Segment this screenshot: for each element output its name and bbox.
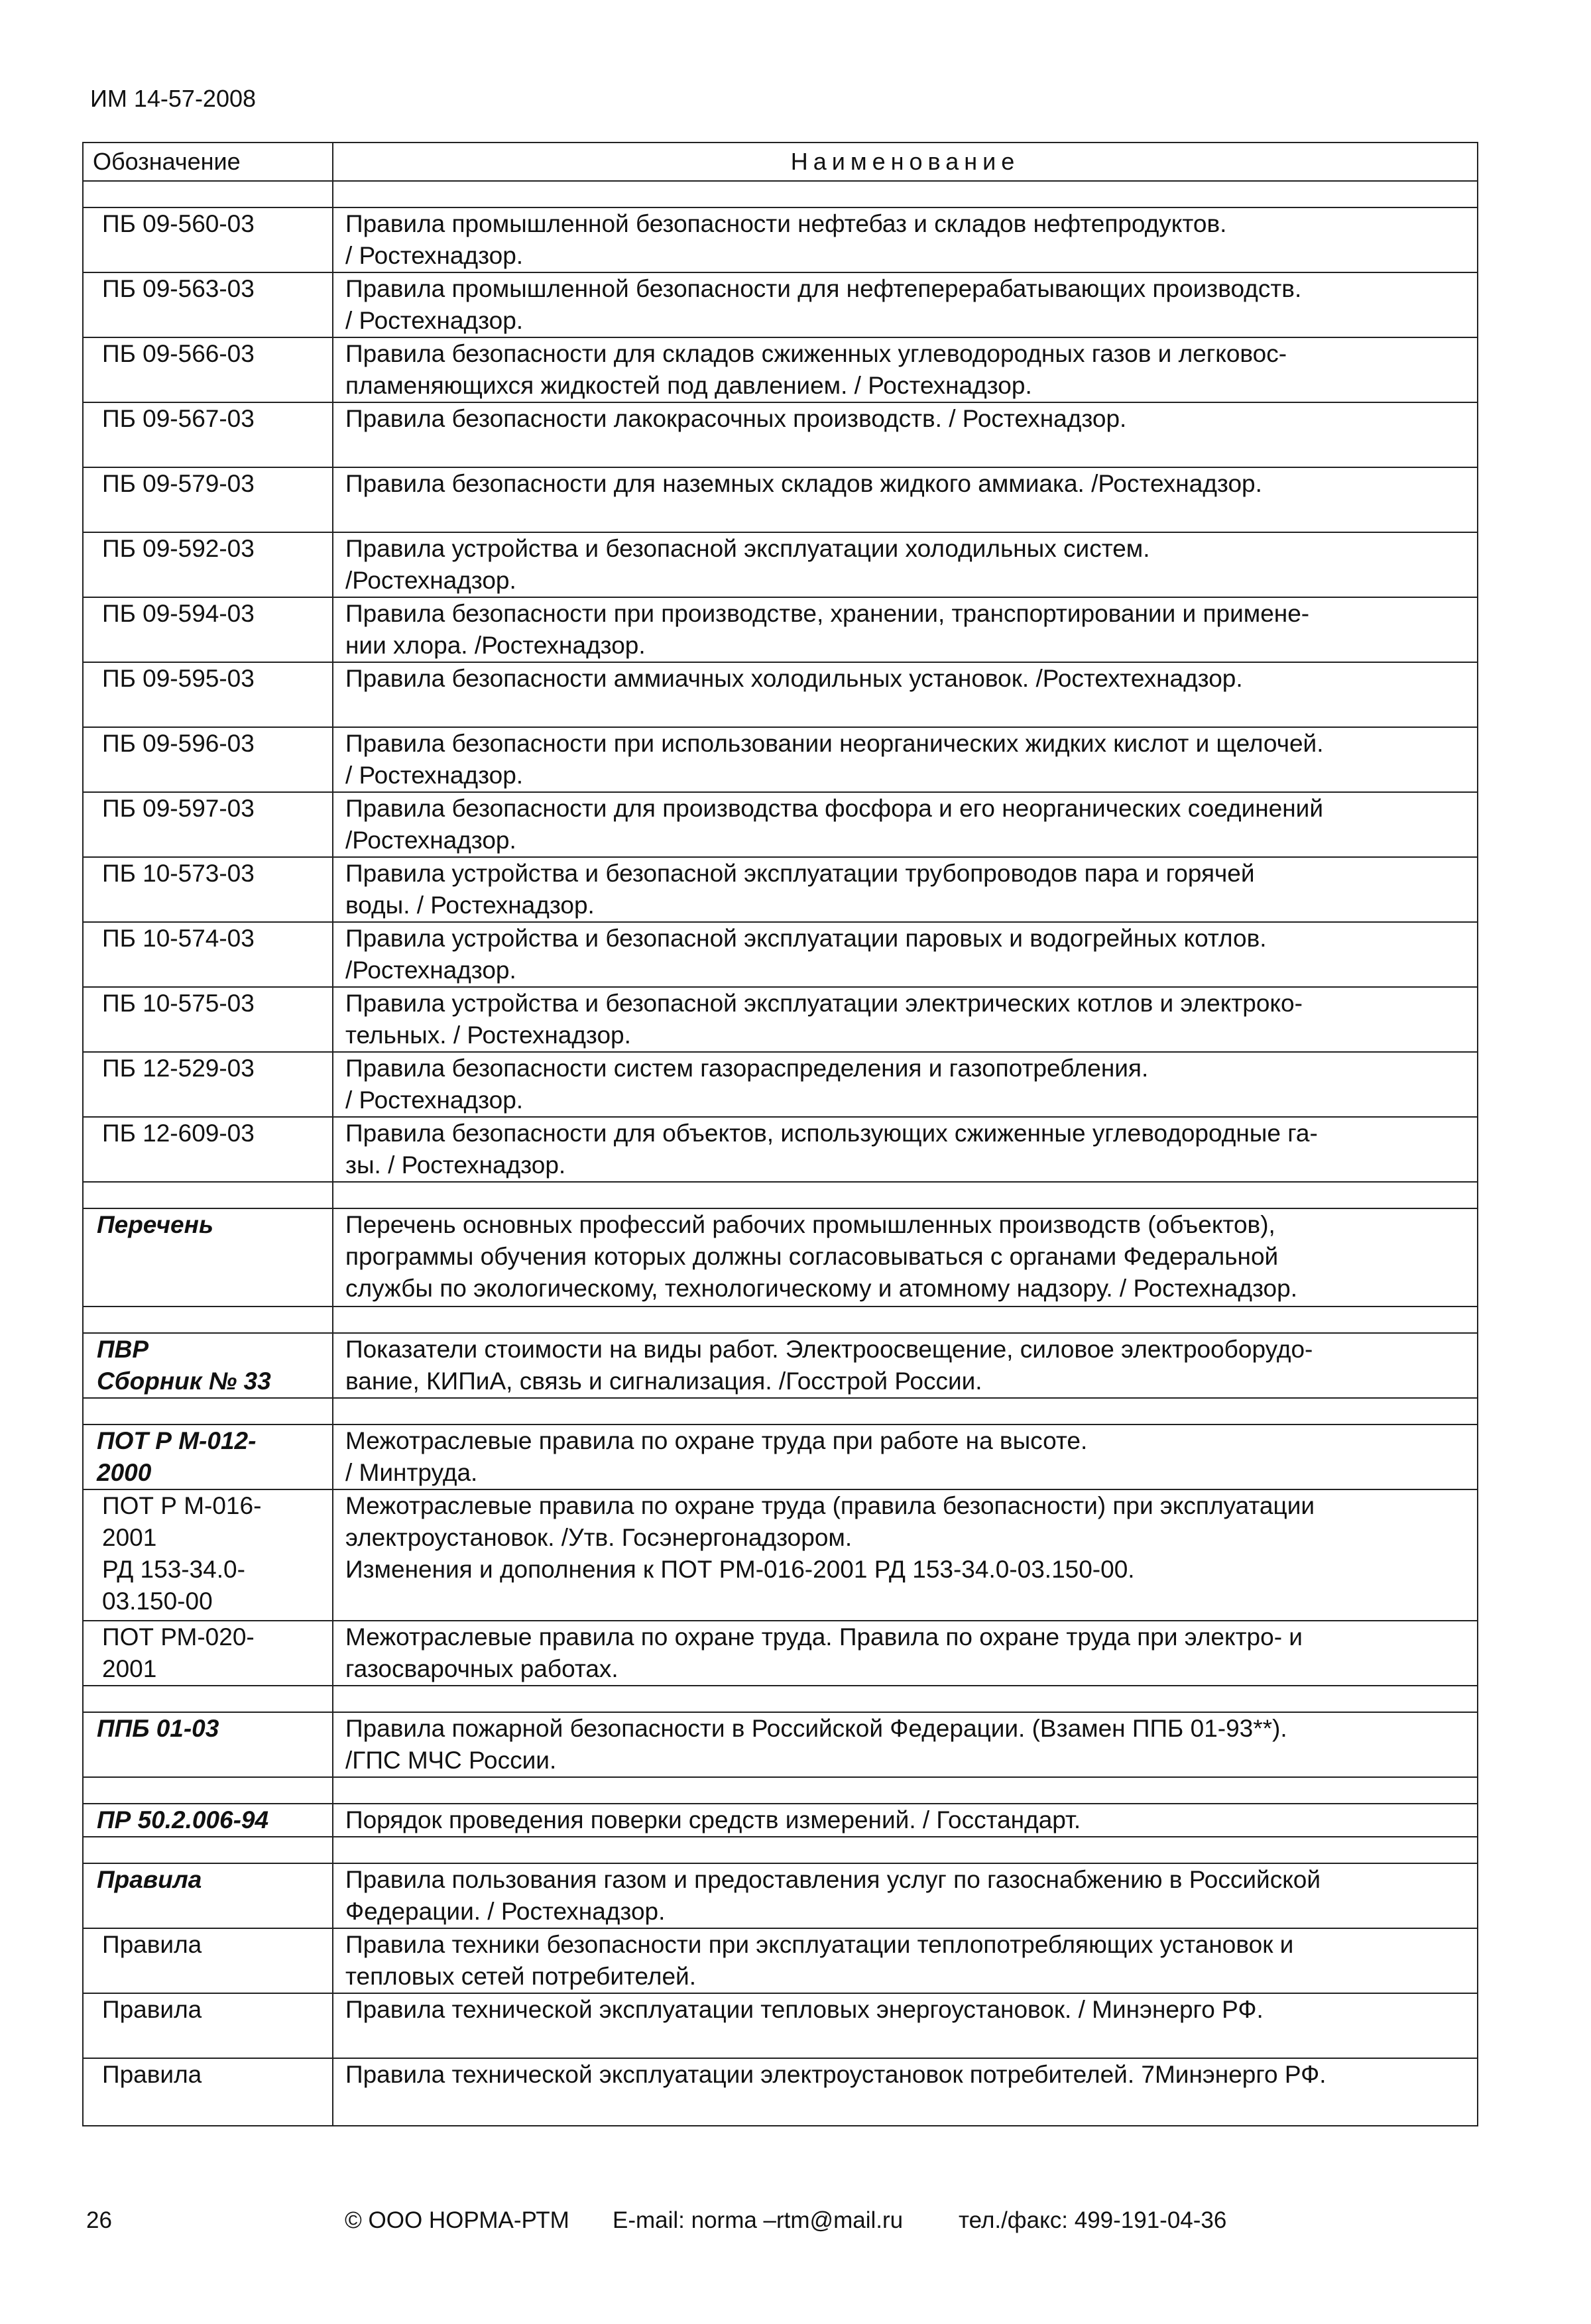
regulation-title-line: тельных. / Ростехнадзор. [345, 1021, 631, 1049]
regulation-title-line: Изменения и дополнения к ПОТ РМ-016-2001 РД 153-34.0-03.150-00. [345, 1556, 1135, 1583]
regulation-title [333, 402, 1478, 467]
regulation-code [83, 2058, 333, 2126]
regulation-title [333, 1804, 1478, 1837]
table-row [83, 402, 1478, 467]
regulation-title-line: нии хлора. /Ростехнадзор. [345, 632, 646, 659]
regulation-code [83, 1052, 333, 1117]
table-row [83, 532, 1478, 597]
regulation-code [83, 1621, 333, 1686]
regulation-title [333, 727, 1478, 792]
regulation-title [333, 1928, 1478, 1993]
table-row [83, 857, 1478, 922]
regulation-code [83, 272, 333, 337]
table-row [83, 1424, 1478, 1489]
regulation-title [333, 922, 1478, 987]
regulation-code-line: ПБ 09-566-03 [102, 340, 255, 367]
table-row [83, 2058, 1478, 2126]
regulation-code-line: Правила [102, 1996, 202, 2023]
regulation-title-line: / Ростехнадзор. [345, 307, 524, 334]
table-row [83, 1712, 1478, 1777]
regulation-title-line: Правила безопасности для производства фосфора и его неорганических соединений [345, 795, 1324, 822]
page-footer [0, 2207, 1591, 2247]
regulation-title-line: программы обучения которых должны согласовываться с органами Федеральной [345, 1243, 1279, 1270]
spacer-cell [333, 1398, 1478, 1424]
regulation-title [333, 272, 1478, 337]
email-contact: E-mail: norma –rtm@mail.ru [613, 2207, 904, 2233]
regulation-code-line: ПБ 09-592-03 [102, 535, 255, 562]
table-row [83, 922, 1478, 987]
table-row [83, 1208, 1478, 1307]
regulation-code-line: ПБ 10-573-03 [102, 860, 255, 887]
regulation-title-line: Правила безопасности лакокрасочных производств. / Ростехнадзор. [345, 405, 1127, 432]
regulation-title [333, 207, 1478, 272]
regulation-code [83, 597, 333, 662]
regulation-code-line: ПОТ РМ-020- [102, 1623, 255, 1651]
table-row [83, 1804, 1478, 1837]
page-number: 26 [86, 2207, 112, 2233]
regulation-title-line: воды. / Ростехнадзор. [345, 892, 595, 919]
regulation-code [83, 727, 333, 792]
table-row [83, 467, 1478, 532]
table-spacer-row [83, 1837, 1478, 1863]
regulation-title-line: Перечень основных профессий рабочих промышленных производств (объектов), [345, 1211, 1275, 1238]
regulation-title-line: Федерации. / Ростехнадзор. [345, 1898, 666, 1925]
table-header-row [83, 143, 1478, 181]
regulation-title [333, 1424, 1478, 1489]
regulation-title-line: Правила устройства и безопасной эксплуатации холодильных систем. [345, 535, 1150, 562]
regulation-title-line: Правила безопасности для наземных складов жидкого аммиака. /Ростехнадзор. [345, 470, 1262, 497]
table-row [83, 1621, 1478, 1686]
regulation-code-line: Перечень [97, 1211, 213, 1238]
regulation-code [83, 1208, 333, 1307]
table-spacer-row [83, 1182, 1478, 1208]
table-row [83, 792, 1478, 857]
regulation-title-line: Межотраслевые правила по охране труда при работе на высоте. [345, 1427, 1088, 1454]
regulation-code [83, 1117, 333, 1182]
regulation-code-line: ПБ 09-594-03 [102, 600, 255, 627]
regulation-code [83, 1712, 333, 1777]
regulation-title-line: Правила технической эксплуатации тепловых энергоустановок. / Минэнерго РФ. [345, 1996, 1264, 2023]
regulation-title-line: электроустановок. /Утв. Госэнергонадзором. [345, 1524, 853, 1551]
regulation-title [333, 1489, 1478, 1621]
spacer-cell [333, 1307, 1478, 1333]
regulation-code [83, 792, 333, 857]
regulation-title [333, 1993, 1478, 2058]
spacer-cell [83, 181, 333, 207]
table-row [83, 597, 1478, 662]
regulation-title-line: зы. / Ростехнадзор. [345, 1151, 566, 1179]
regulation-title-line: вание, КИПиА, связь и сигнализация. /Госстрой России. [345, 1367, 982, 1395]
regulation-title-line: Правила безопасности при производстве, хранении, транспортировании и примене- [345, 600, 1310, 627]
regulation-title [333, 1863, 1478, 1928]
regulation-title-line: Показатели стоимости на виды работ. Электроосвещение, силовое электрооборудо- [345, 1336, 1313, 1363]
table-spacer-row [83, 1777, 1478, 1804]
regulation-title-line: газосварочных работах. [345, 1655, 619, 1682]
spacer-cell [83, 1686, 333, 1712]
regulation-code-line: ПБ 10-575-03 [102, 990, 255, 1017]
spacer-cell [333, 1777, 1478, 1804]
table-row [83, 1117, 1478, 1182]
regulation-code-line: Правила [97, 1866, 202, 1893]
regulation-title-line: Правила безопасности аммиачных холодильных установок. /Ростехтехнадзор. [345, 665, 1243, 692]
regulation-title [333, 987, 1478, 1052]
regulations-table [82, 142, 1478, 2126]
regulation-code-line: ПБ 09-563-03 [102, 275, 255, 302]
regulation-code-line: 2000 [97, 1459, 152, 1486]
regulation-code [83, 1424, 333, 1489]
regulation-code [83, 1804, 333, 1837]
regulation-title-line: Порядок проведения поверки средств измерений. / Госстандарт. [345, 1806, 1081, 1833]
regulation-code-line: РД 153-34.0- [102, 1556, 245, 1583]
regulation-title-line: Правила устройства и безопасной эксплуатации электрических котлов и электроко- [345, 990, 1303, 1017]
regulation-title [333, 792, 1478, 857]
regulation-code [83, 987, 333, 1052]
regulation-title-line: / Ростехнадзор. [345, 242, 524, 269]
regulation-title-line: Правила техники безопасности при эксплуатации теплопотребляющих установок и [345, 1931, 1294, 1958]
regulation-title [333, 337, 1478, 402]
regulation-title-line: / Минтруда. [345, 1459, 478, 1486]
table-body [83, 181, 1478, 2126]
table-row [83, 662, 1478, 727]
regulation-title-line: /Ростехнадзор. [345, 567, 516, 594]
regulation-title-line: Правила промышленной безопасности для нефтеперерабатывающих производств. [345, 275, 1302, 302]
regulation-code [83, 1333, 333, 1398]
spacer-cell [333, 1182, 1478, 1208]
table-row [83, 1863, 1478, 1928]
regulation-title-line: /Ростехнадзор. [345, 957, 516, 984]
regulation-code-line: ПБ 09-560-03 [102, 210, 255, 237]
regulation-title [333, 662, 1478, 727]
spacer-cell [333, 181, 1478, 207]
table-row [83, 1333, 1478, 1398]
regulation-code [83, 1928, 333, 1993]
regulation-title-line: Правила устройства и безопасной эксплуатации трубопроводов пара и горячей [345, 860, 1255, 887]
regulation-code-line: 2001 [102, 1524, 157, 1551]
spacer-cell [83, 1398, 333, 1424]
regulation-code [83, 337, 333, 402]
regulation-code [83, 662, 333, 727]
regulation-title-line: /ГПС МЧС России. [345, 1747, 557, 1774]
regulation-code-line: Правила [102, 1931, 202, 1958]
regulation-code-line: ПВР [97, 1336, 149, 1363]
regulation-title [333, 1117, 1478, 1182]
regulation-title [333, 1712, 1478, 1777]
regulation-title-line: Правила пользования газом и предоставления услуг по газоснабжению в Российской [345, 1866, 1321, 1893]
regulation-title-line: Правила безопасности при использовании неорганических жидких кислот и щелочей. [345, 730, 1324, 757]
regulation-code-line: ПБ 09-579-03 [102, 470, 255, 497]
regulation-title-line: Правила устройства и безопасной эксплуатации паровых и водогрейных котлов. [345, 925, 1267, 952]
regulation-code-line: 03.150-00 [102, 1588, 213, 1615]
regulation-code-line: ПБ 09-597-03 [102, 795, 255, 822]
regulation-code [83, 402, 333, 467]
spacer-cell [83, 1182, 333, 1208]
regulation-code [83, 922, 333, 987]
spacer-cell [83, 1307, 333, 1333]
regulation-code-line: ПБ 12-529-03 [102, 1055, 255, 1082]
regulation-code-line: ПБ 09-567-03 [102, 405, 255, 432]
regulation-code-line: ПБ 12-609-03 [102, 1120, 255, 1147]
regulation-code-line: ПОТ Р М-016- [102, 1492, 262, 1519]
document-code: ИМ 14-57-2008 [90, 85, 257, 112]
regulation-code [83, 1993, 333, 2058]
regulation-code-line: ПБ 10-574-03 [102, 925, 255, 952]
phone-contact: тел./факс: 499-191-04-36 [959, 2207, 1227, 2233]
regulation-title-line: пламеняющихся жидкостей под давлением. / Ростехнадзор. [345, 372, 1032, 399]
regulation-title [333, 1208, 1478, 1307]
regulation-title [333, 2058, 1478, 2126]
regulation-title [333, 532, 1478, 597]
table-spacer-row [83, 181, 1478, 207]
regulation-code [83, 1489, 333, 1621]
table-row [83, 272, 1478, 337]
regulation-code [83, 857, 333, 922]
regulation-title-line: Межотраслевые правила по охране труда (правила безопасности) при эксплуатации [345, 1492, 1315, 1519]
regulation-title-line: службы по экологическому, технологическому и атомному надзору. / Ростехнадзор. [345, 1275, 1297, 1302]
regulation-title-line: Правила пожарной безопасности в Российской Федерации. (Взамен ППБ 01-93**). [345, 1715, 1287, 1742]
regulation-title-line: Правила технической эксплуатации электроустановок потребителей. 7Минэнерго РФ. [345, 2061, 1326, 2088]
regulation-title [333, 1052, 1478, 1117]
spacer-cell [83, 1777, 333, 1804]
regulation-title-line: / Ростехнадзор. [345, 1086, 524, 1114]
regulation-code [83, 532, 333, 597]
copyright: © ООО НОРМА-РТМ [345, 2207, 569, 2233]
table-spacer-row [83, 1686, 1478, 1712]
regulation-code-line: ПБ 09-595-03 [102, 665, 255, 692]
regulation-code-line: 2001 [102, 1655, 157, 1682]
regulation-title [333, 1621, 1478, 1686]
spacer-cell [83, 1837, 333, 1863]
table-row [83, 1052, 1478, 1117]
regulation-title [333, 857, 1478, 922]
regulation-code-line: ПР 50.2.006-94 [97, 1806, 269, 1833]
regulation-code-line: ПОТ Р М-012- [97, 1427, 257, 1454]
table-row [83, 727, 1478, 792]
regulation-code-line: Сборник № 33 [97, 1367, 271, 1395]
column-header-code: Обозначение [83, 143, 333, 181]
regulation-title-line: / Ростехнадзор. [345, 762, 524, 789]
regulation-title-line: Правила промышленной безопасности нефтебаз и складов нефтепродуктов. [345, 210, 1227, 237]
table-spacer-row [83, 1398, 1478, 1424]
regulation-code [83, 207, 333, 272]
table-row [83, 207, 1478, 272]
table-row [83, 1928, 1478, 1993]
regulation-title-line: Правила безопасности для складов сжиженных углеводородных газов и легковос- [345, 340, 1287, 367]
regulation-code-line: Правила [102, 2061, 202, 2088]
regulation-code-line: ПБ 09-596-03 [102, 730, 255, 757]
regulation-title-line: Межотраслевые правила по охране труда. Правила по охране труда при электро- и [345, 1623, 1303, 1651]
regulation-code [83, 1863, 333, 1928]
table-row [83, 1993, 1478, 2058]
regulation-title-line: Правила безопасности для объектов, использующих сжиженные углеводородные га- [345, 1120, 1318, 1147]
spacer-cell [333, 1686, 1478, 1712]
table-spacer-row [83, 1307, 1478, 1333]
table-row [83, 337, 1478, 402]
regulation-title-line: Правила безопасности систем газораспределения и газопотребления. [345, 1055, 1149, 1082]
regulation-code-line: ППБ 01-03 [97, 1715, 219, 1742]
column-header-name: Наименование [333, 143, 1478, 181]
regulation-code [83, 467, 333, 532]
regulation-title-line: тепловых сетей потребителей. [345, 1963, 697, 1990]
regulation-title-line: /Ростехнадзор. [345, 827, 516, 854]
table-row [83, 1489, 1478, 1621]
regulation-title [333, 597, 1478, 662]
table-row [83, 987, 1478, 1052]
regulation-title [333, 1333, 1478, 1398]
spacer-cell [333, 1837, 1478, 1863]
regulation-title [333, 467, 1478, 532]
